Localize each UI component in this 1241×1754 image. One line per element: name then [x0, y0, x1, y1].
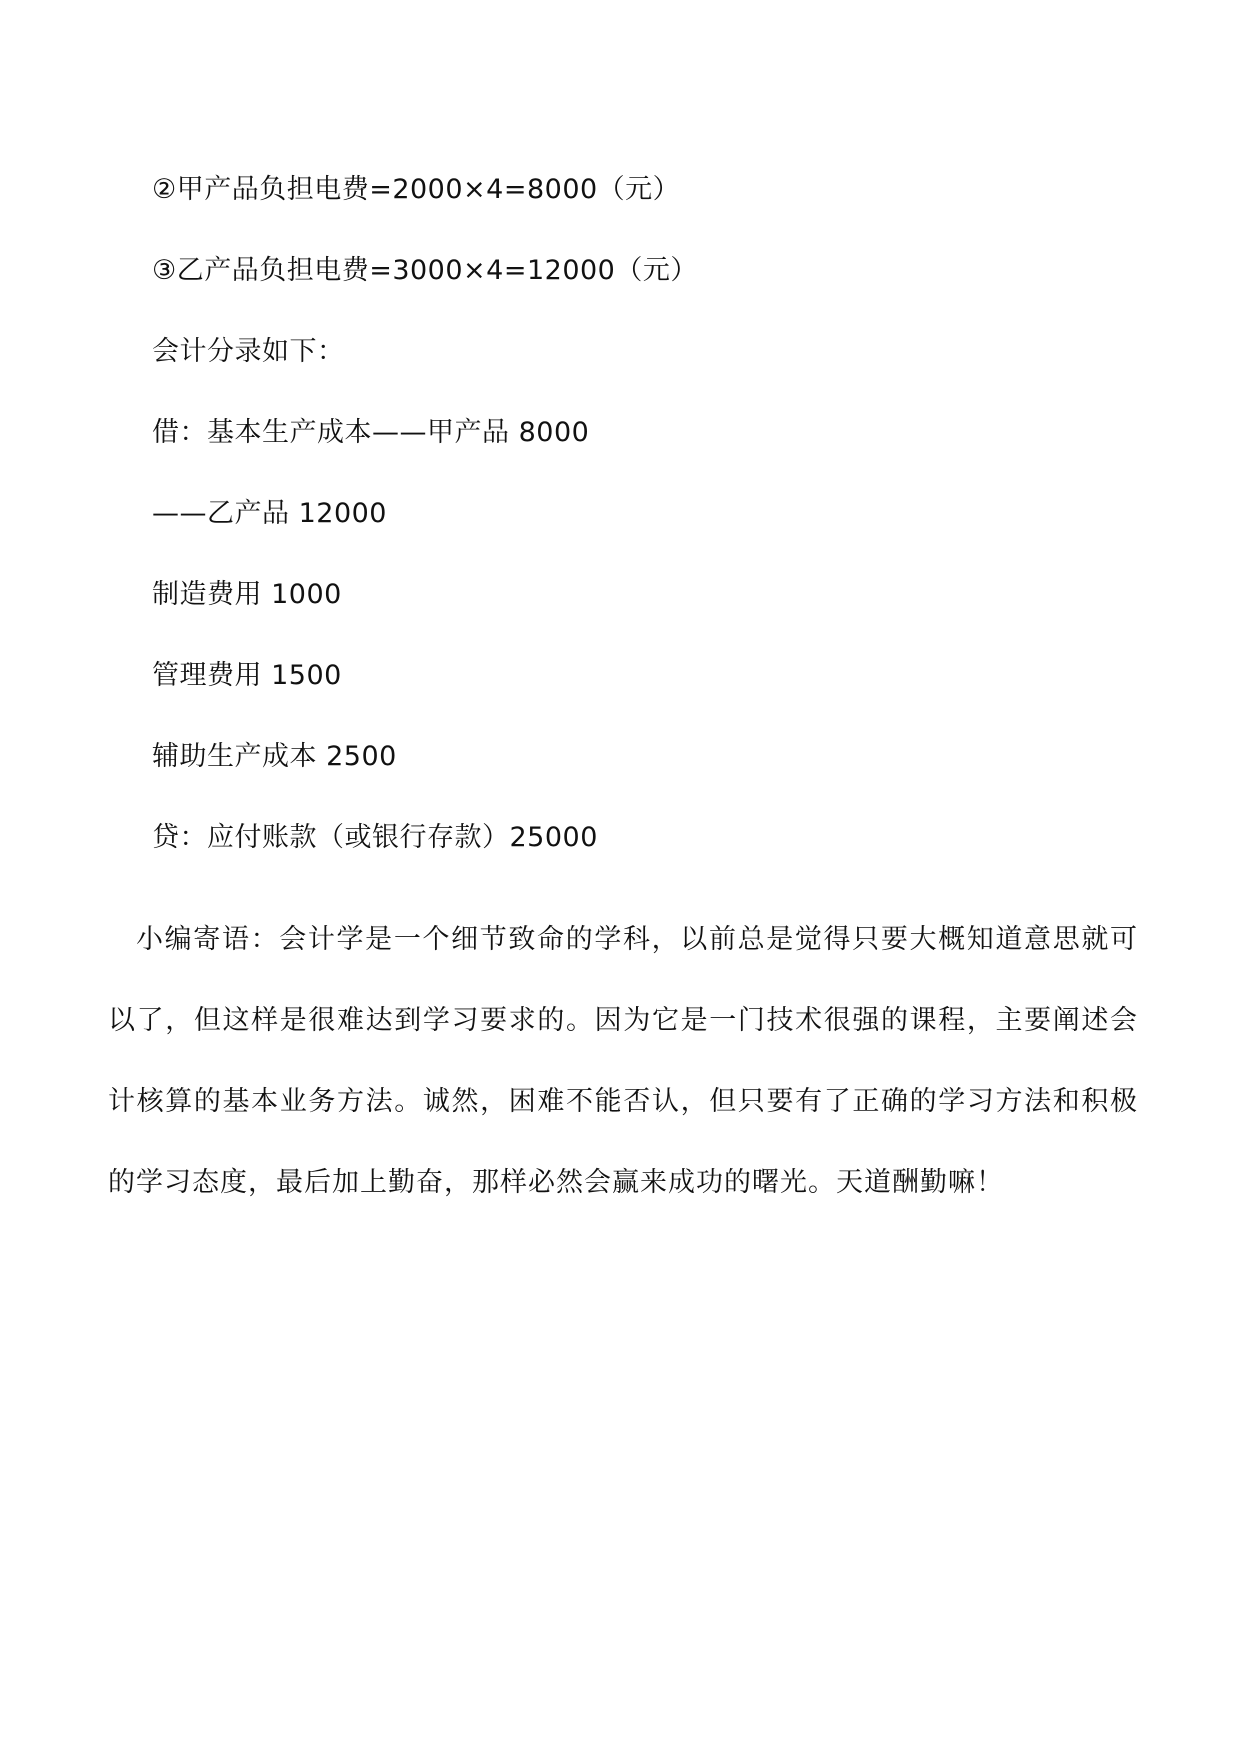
closing-paragraph-block — [108, 899, 1138, 1223]
debit-line-product-a: 借：基本生产成本——甲产品 8000 — [152, 417, 590, 448]
credit-line-payables: 贷：应付账款（或银行存款）25000 — [152, 822, 598, 853]
journal-entry-heading: 会计分录如下： — [152, 336, 345, 367]
closing-paragraph: 小编寄语：会计学是一个细节致命的学科，以前总是觉得只要大概知道意思就可以了，但这样是很难达到学习要求的。因为它是一门技术很强的课程，主要阐述会计核算的基本业务方法。诚然，困难不能否认，但只要有了正确的学习方法和积极的学习态度，最后加上勤奋，那样必然会赢来成功的曙光。天道酬勤嘛！ — [108, 924, 1138, 1198]
debit-line-admin-expense: 管理费用 1500 — [152, 660, 342, 691]
debit-line-manufacturing-overhead: 制造费用 1000 — [152, 579, 342, 610]
debit-line-auxiliary-production: 辅助生产成本 2500 — [152, 741, 397, 772]
calc-line-product-b: ③乙产品负担电费=3000×4=12000（元） — [152, 255, 698, 286]
debit-line-product-b: ——乙产品 12000 — [152, 498, 387, 529]
calc-line-product-a: ②甲产品负担电费=2000×4=8000（元） — [152, 174, 681, 205]
